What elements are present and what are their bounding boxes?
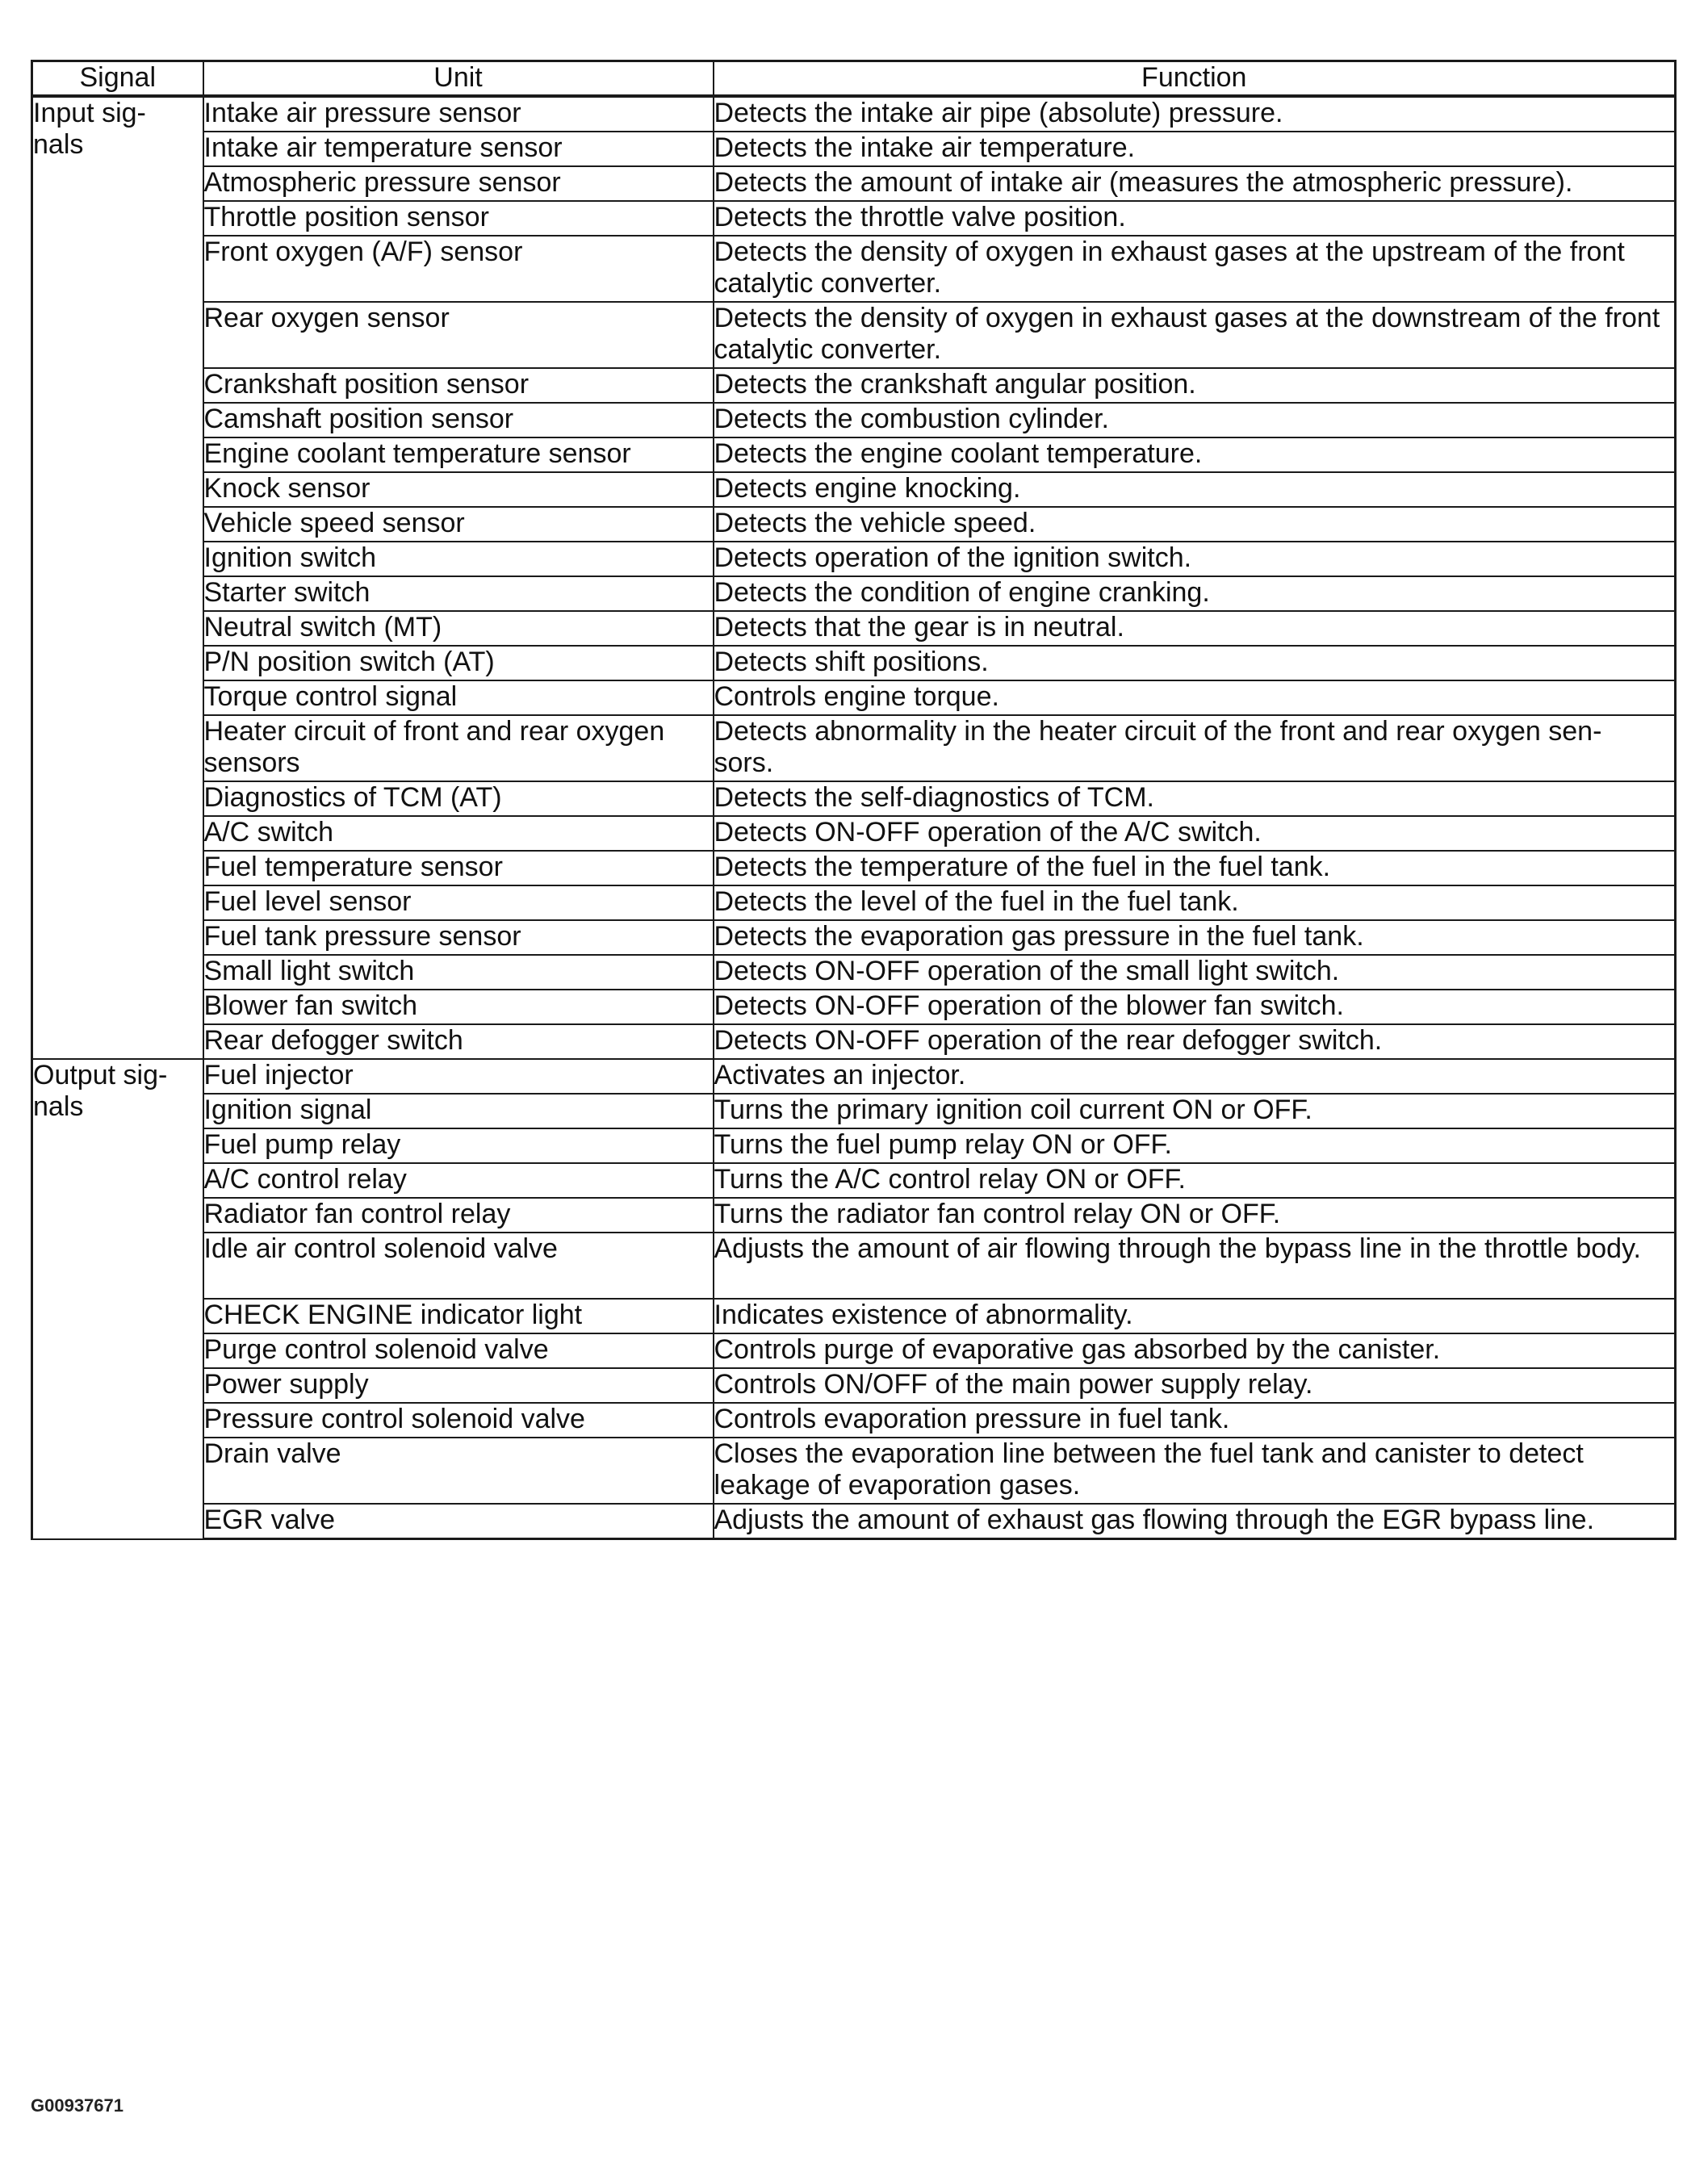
- function-cell: Detects the evaporation gas pressure in the fuel tank.: [714, 920, 1676, 955]
- unit-cell: Diagnostics of TCM (AT): [203, 781, 714, 816]
- function-cell: Turns the fuel pump relay ON or OFF.: [714, 1128, 1676, 1163]
- signal-unit-function-table: [31, 60, 1677, 1540]
- table-row: [32, 437, 1676, 472]
- table-row: [32, 1128, 1676, 1163]
- header-signal: Signal: [32, 61, 203, 97]
- header-unit: Unit: [203, 61, 714, 97]
- function-cell: Detects ON-OFF operation of the blower fan switch.: [714, 990, 1676, 1024]
- function-cell: Detects the amount of intake air (measures the atmospheric pressure).: [714, 166, 1676, 201]
- function-cell: Activates an injector.: [714, 1059, 1676, 1094]
- unit-cell: Intake air pressure sensor: [203, 96, 714, 132]
- table-row: [32, 1059, 1676, 1094]
- function-cell: Detects the self-diagnostics of TCM.: [714, 781, 1676, 816]
- table-row: [32, 472, 1676, 507]
- table-row: [32, 542, 1676, 576]
- unit-cell: Engine coolant temperature sensor: [203, 437, 714, 472]
- unit-cell: Fuel injector: [203, 1059, 714, 1094]
- table-row: [32, 201, 1676, 236]
- function-cell: Detects the density of oxygen in exhaust gases at the downstream of the front catalytic converter.: [714, 302, 1676, 368]
- table-row: [32, 236, 1676, 302]
- table-row: [32, 715, 1676, 781]
- function-cell: Turns the primary ignition coil current ON or OFF.: [714, 1094, 1676, 1128]
- table-row: [32, 302, 1676, 368]
- function-cell: Detects the level of the fuel in the fuel tank.: [714, 885, 1676, 920]
- unit-cell: Purge control solenoid valve: [203, 1333, 714, 1368]
- table-row: [32, 368, 1676, 403]
- unit-cell: CHECK ENGINE indicator light: [203, 1299, 714, 1333]
- table-row: [32, 1094, 1676, 1128]
- function-cell: Detects engine knocking.: [714, 472, 1676, 507]
- unit-cell: Vehicle speed sensor: [203, 507, 714, 542]
- table-row: [32, 166, 1676, 201]
- table-row: [32, 1233, 1676, 1299]
- figure-id: G00937671: [31, 2095, 123, 2116]
- table-row: [32, 990, 1676, 1024]
- unit-cell: Fuel pump relay: [203, 1128, 714, 1163]
- function-cell: Closes the evaporation line between the fuel tank and canister to detect leakage of evaporation gases.: [714, 1438, 1676, 1504]
- table-row: [32, 1163, 1676, 1198]
- unit-cell: Knock sensor: [203, 472, 714, 507]
- table-row: [32, 1504, 1676, 1539]
- function-cell: Detects the condition of engine cranking.: [714, 576, 1676, 611]
- table-row: [32, 646, 1676, 680]
- function-cell: Detects the engine coolant temperature.: [714, 437, 1676, 472]
- function-cell: Turns the radiator fan control relay ON or OFF.: [714, 1198, 1676, 1233]
- table-row: [32, 1333, 1676, 1368]
- unit-cell: A/C control relay: [203, 1163, 714, 1198]
- table-row: [32, 132, 1676, 166]
- function-cell: Detects abnormality in the heater circuit of the front and rear oxygen sen- sors.: [714, 715, 1676, 781]
- unit-cell: P/N position switch (AT): [203, 646, 714, 680]
- table-header-row: [32, 61, 1676, 97]
- function-cell: Detects the combustion cylinder.: [714, 403, 1676, 437]
- function-cell: Detects the vehicle speed.: [714, 507, 1676, 542]
- unit-cell: Rear defogger switch: [203, 1024, 714, 1059]
- unit-cell: Heater circuit of front and rear oxygen sensors: [203, 715, 714, 781]
- function-cell: Detects ON-OFF operation of the rear defogger switch.: [714, 1024, 1676, 1059]
- unit-cell: Pressure control solenoid valve: [203, 1403, 714, 1438]
- unit-cell: Fuel temperature sensor: [203, 851, 714, 885]
- table-row: [32, 885, 1676, 920]
- unit-cell: Small light switch: [203, 955, 714, 990]
- unit-cell: Starter switch: [203, 576, 714, 611]
- function-cell: Detects operation of the ignition switch.: [714, 542, 1676, 576]
- table-row: [32, 680, 1676, 715]
- unit-cell: Fuel level sensor: [203, 885, 714, 920]
- function-cell: Adjusts the amount of air flowing through the bypass line in the throttle body.: [714, 1233, 1676, 1299]
- function-cell: Detects the intake air pipe (absolute) pressure.: [714, 96, 1676, 132]
- function-cell: Detects that the gear is in neutral.: [714, 611, 1676, 646]
- table-body: [32, 96, 1676, 1539]
- table-row: [32, 611, 1676, 646]
- unit-cell: Crankshaft position sensor: [203, 368, 714, 403]
- unit-cell: Neutral switch (MT): [203, 611, 714, 646]
- function-cell: Detects the throttle valve position.: [714, 201, 1676, 236]
- table-row: [32, 507, 1676, 542]
- table-row: [32, 1299, 1676, 1333]
- table-row: [32, 851, 1676, 885]
- unit-cell: Torque control signal: [203, 680, 714, 715]
- function-cell: Controls evaporation pressure in fuel tank.: [714, 1403, 1676, 1438]
- unit-cell: Radiator fan control relay: [203, 1198, 714, 1233]
- function-cell: Detects the crankshaft angular position.: [714, 368, 1676, 403]
- unit-cell: Front oxygen (A/F) sensor: [203, 236, 714, 302]
- function-cell: Detects the density of oxygen in exhaust gases at the upstream of the front catalytic converter.: [714, 236, 1676, 302]
- unit-cell: Throttle position sensor: [203, 201, 714, 236]
- unit-cell: Ignition switch: [203, 542, 714, 576]
- unit-cell: Rear oxygen sensor: [203, 302, 714, 368]
- unit-cell: Blower fan switch: [203, 990, 714, 1024]
- unit-cell: Intake air temperature sensor: [203, 132, 714, 166]
- unit-cell: A/C switch: [203, 816, 714, 851]
- table-row: [32, 920, 1676, 955]
- table-row: [32, 1438, 1676, 1504]
- function-cell: Turns the A/C control relay ON or OFF.: [714, 1163, 1676, 1198]
- table-row: [32, 96, 1676, 132]
- table-row: [32, 576, 1676, 611]
- unit-cell: Camshaft position sensor: [203, 403, 714, 437]
- unit-cell: Power supply: [203, 1368, 714, 1403]
- table-row: [32, 1198, 1676, 1233]
- table-row: [32, 1024, 1676, 1059]
- table-row: [32, 781, 1676, 816]
- function-cell: Controls purge of evaporative gas absorbed by the canister.: [714, 1333, 1676, 1368]
- function-cell: Detects ON-OFF operation of the A/C switch.: [714, 816, 1676, 851]
- table-row: [32, 955, 1676, 990]
- table-row: [32, 1403, 1676, 1438]
- header-function: Function: [714, 61, 1676, 97]
- unit-cell: Ignition signal: [203, 1094, 714, 1128]
- function-cell: Adjusts the amount of exhaust gas flowing through the EGR bypass line.: [714, 1504, 1676, 1539]
- function-cell: Controls engine torque.: [714, 680, 1676, 715]
- table-row: [32, 1368, 1676, 1403]
- table-row: [32, 816, 1676, 851]
- function-cell: Detects the temperature of the fuel in the fuel tank.: [714, 851, 1676, 885]
- table-row: [32, 403, 1676, 437]
- unit-cell: Drain valve: [203, 1438, 714, 1504]
- function-cell: Detects the intake air temperature.: [714, 132, 1676, 166]
- unit-cell: Fuel tank pressure sensor: [203, 920, 714, 955]
- signal-group-cell: Input sig- nals: [32, 96, 203, 1059]
- function-cell: Indicates existence of abnormality.: [714, 1299, 1676, 1333]
- function-cell: Detects ON-OFF operation of the small light switch.: [714, 955, 1676, 990]
- function-cell: Detects shift positions.: [714, 646, 1676, 680]
- unit-cell: EGR valve: [203, 1504, 714, 1539]
- signal-table-container: [31, 60, 1674, 1540]
- unit-cell: Idle air control solenoid valve: [203, 1233, 714, 1299]
- signal-group-cell: Output sig- nals: [32, 1059, 203, 1539]
- unit-cell: Atmospheric pressure sensor: [203, 166, 714, 201]
- function-cell: Controls ON/OFF of the main power supply relay.: [714, 1368, 1676, 1403]
